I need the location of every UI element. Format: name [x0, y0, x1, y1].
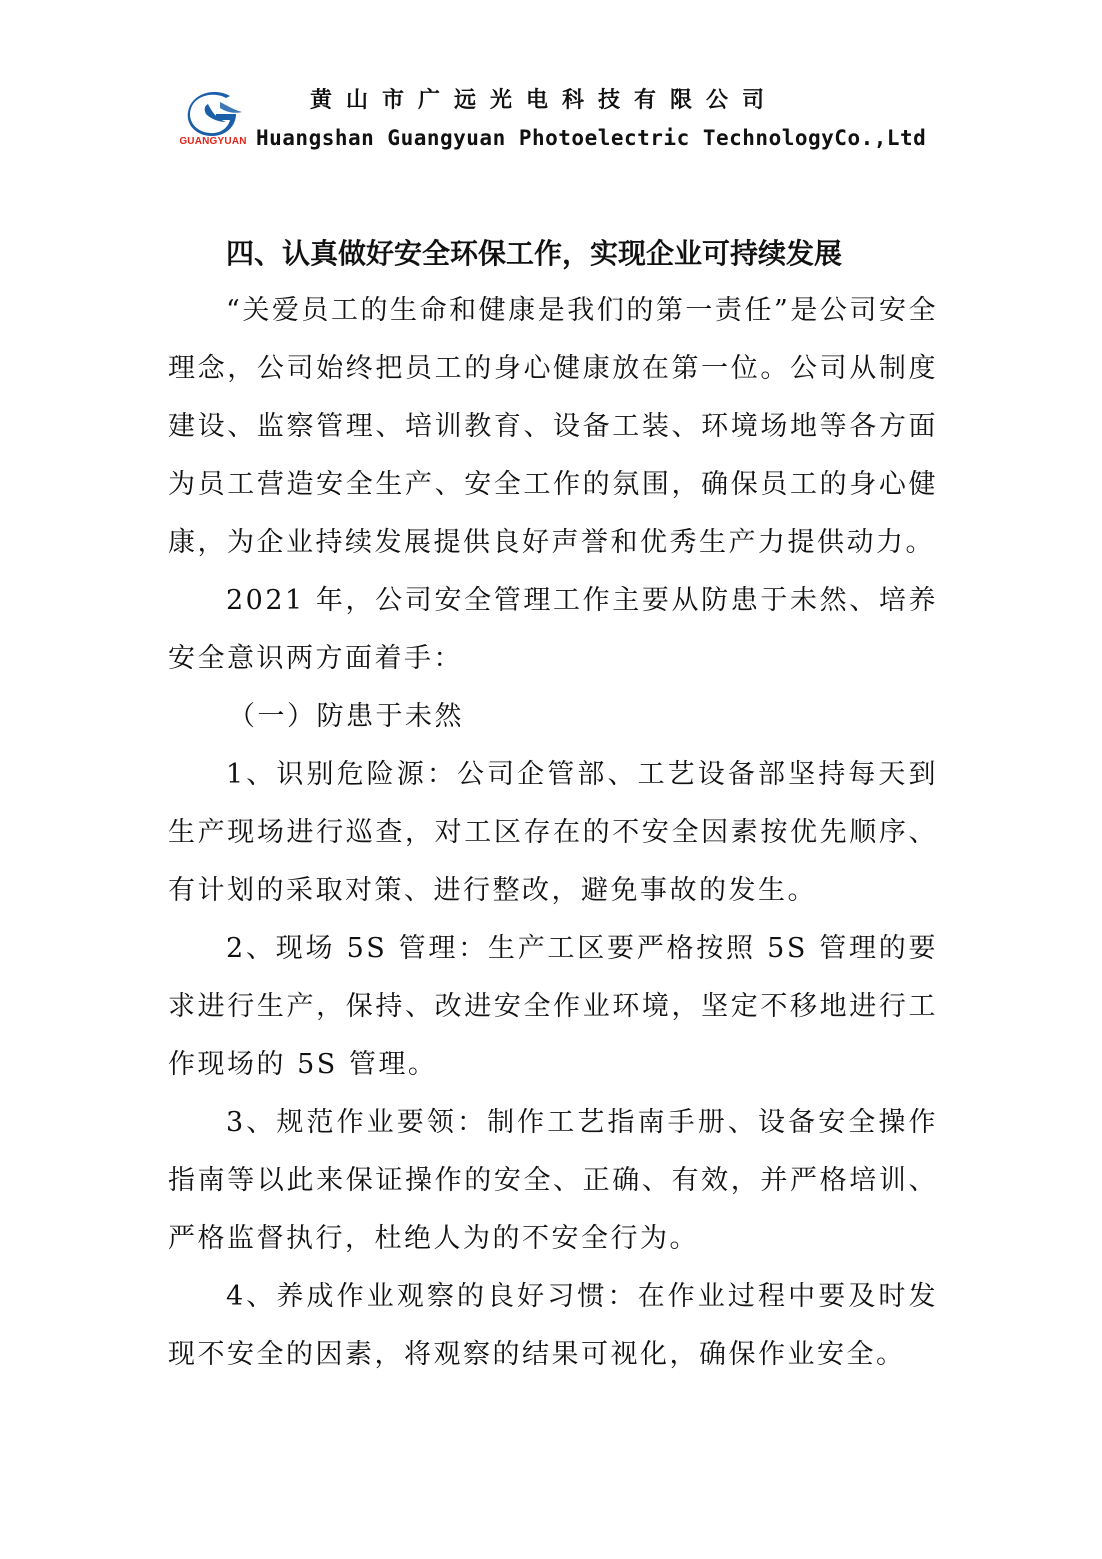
logo-wordmark: GUANGYUAN	[179, 136, 247, 147]
section-title: 四、认真做好安全环保工作，实现企业可持续发展	[226, 237, 843, 270]
list-item-observation-habits: 4、养成作业观察的良好习惯：在作业过程中要及时发现不安全的因素，将观察的结果可视化，确保作业安全。	[168, 1281, 938, 1370]
subsection-heading: （一）防患于未然	[228, 701, 464, 732]
letterhead	[0, 0, 1102, 180]
guangyuan-logo-icon	[186, 92, 244, 136]
list-item-operating-standards: 3、规范作业要领：制作工艺指南手册、设备安全操作指南等以此来保证操作的安全、正确、有效，并严格培训、严格监督执行，杜绝人为的不安全行为。	[168, 1107, 938, 1254]
paragraph-2021-focus: 2021 年，公司安全管理工作主要从防患于未然、培养安全意识两方面着手：	[168, 585, 938, 674]
list-item-hazard-identification: 1、识别危险源：公司企管部、工艺设备部坚持每天到生产现场进行巡查，对工区存在的不安全因素按优先顺序、有计划的采取对策、进行整改，避免事故的发生。	[168, 759, 938, 906]
list-item-5s-management: 2、现场 5S 管理：生产工区要严格按照 5S 管理的要求进行生产，保持、改进安全作业环境，坚定不移地进行工作现场的 5S 管理。	[168, 933, 938, 1080]
company-name-english: Huangshan Guangyuan Photoelectric TechnologyCo.,Ltd	[256, 126, 927, 150]
document-body	[168, 226, 938, 1384]
company-name-chinese: 黄山市广远光电科技有限公司	[310, 88, 779, 113]
paragraph-safety-philosophy: “关爱员工的生命和健康是我们的第一责任”是公司安全理念，公司始终把员工的身心健康放在第一位。公司从制度建设、监察管理、培训教育、设备工装、环境场地等各方面为员工营造安全生产、安全工作的氛围，确保员工的身心健康，为企业持续发展提供良好声誉和优秀生产力提供动力。	[168, 295, 938, 558]
company-logo	[176, 92, 250, 152]
